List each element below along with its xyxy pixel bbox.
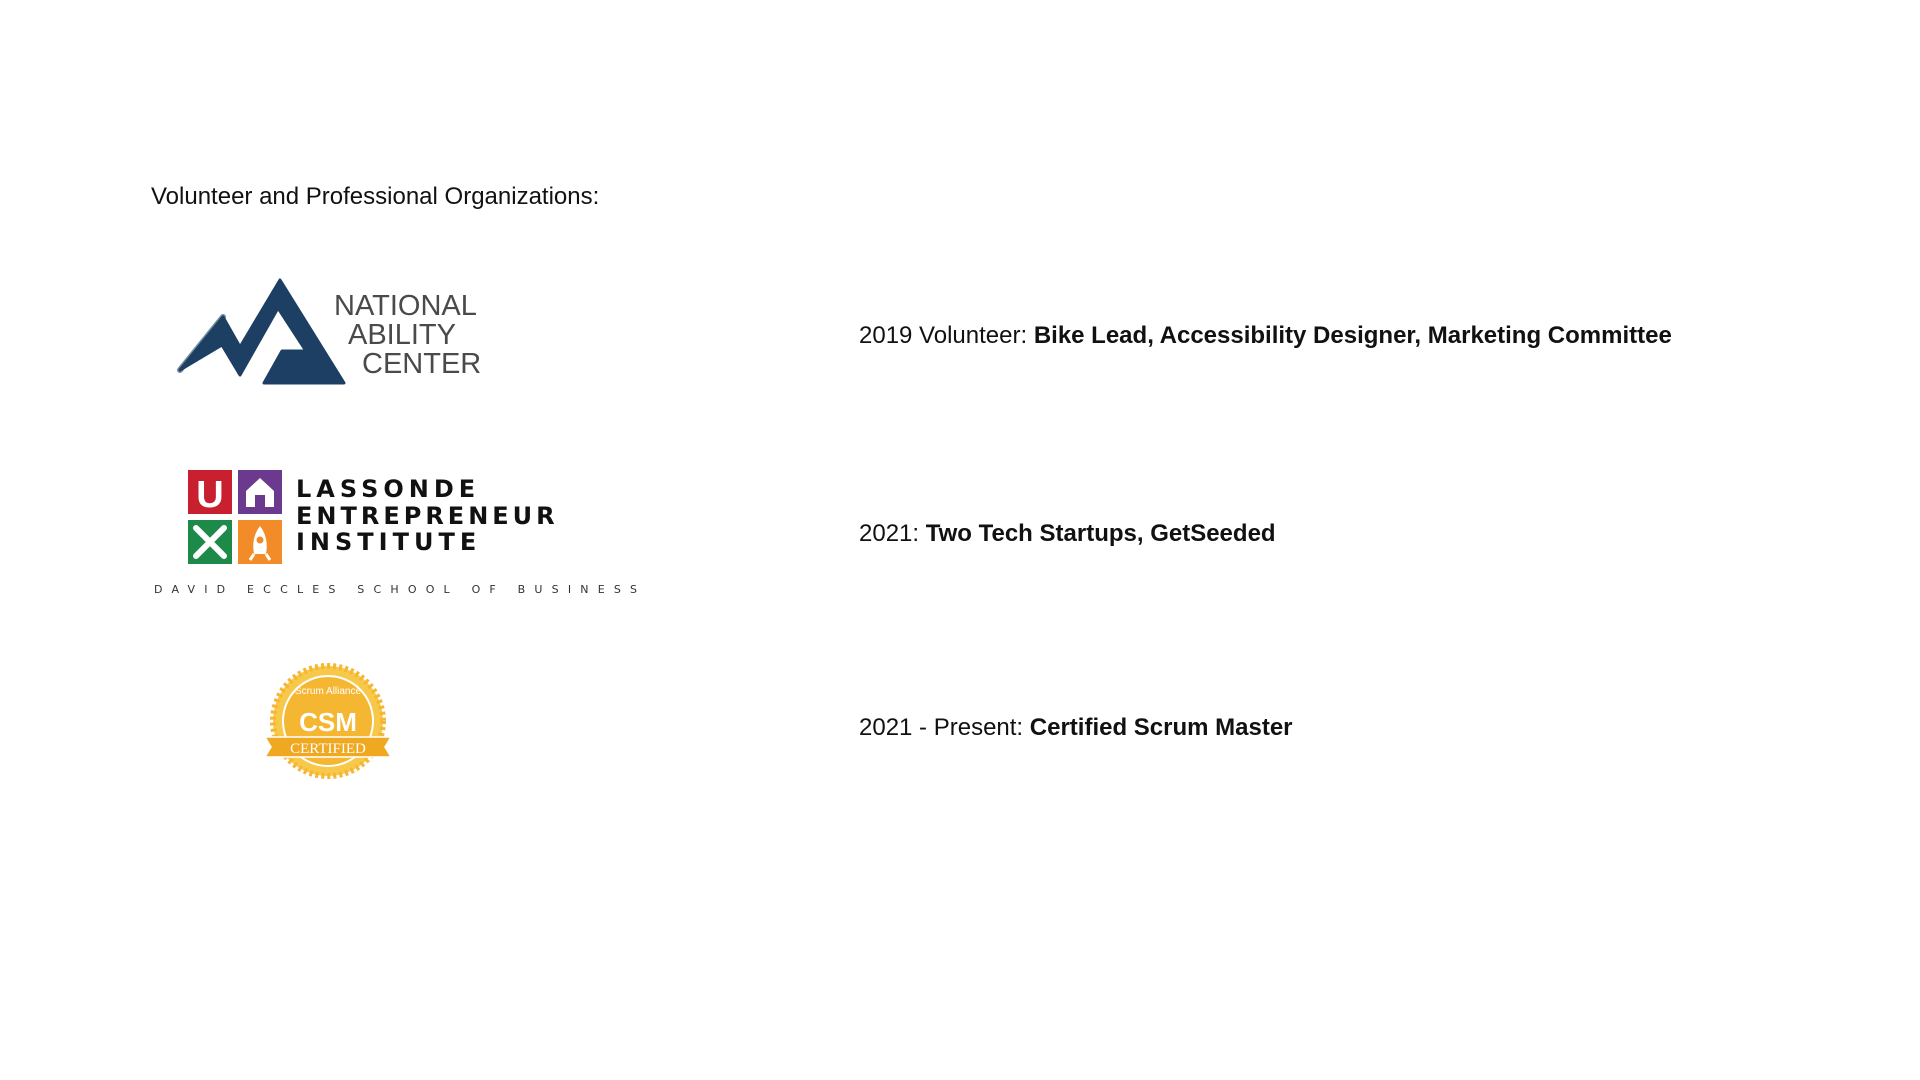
entry-detail: Certified Scrum Master bbox=[1029, 714, 1293, 741]
mountain-icon bbox=[180, 280, 344, 383]
entry-detail: Bike Lead, Accessibility Designer, Marketing Committee bbox=[1033, 322, 1672, 349]
entry-prefix: 2019 Volunteer: bbox=[859, 322, 1034, 349]
logo-line-1: LASSONDE bbox=[296, 475, 481, 503]
section-heading: Volunteer and Professional Organizations: bbox=[151, 183, 600, 210]
lassonde-entrepreneur-institute-logo bbox=[150, 468, 647, 598]
entry-prefix: 2021 - Present: bbox=[859, 714, 1030, 741]
organization-entry bbox=[859, 322, 1672, 350]
badge-top-text: Scrum Alliance bbox=[294, 686, 362, 697]
logo-line-3: INSTITUTE bbox=[296, 528, 482, 556]
badge-ribbon-text: CERTIFIED bbox=[290, 741, 366, 757]
entry-prefix: 2021: bbox=[859, 520, 926, 547]
logo-line-1: NATIONAL bbox=[334, 290, 477, 322]
organization-entry bbox=[859, 520, 1276, 548]
logo-line-2: ABILITY bbox=[348, 319, 456, 351]
u-icon: U bbox=[196, 474, 224, 516]
organization-entry bbox=[859, 714, 1293, 742]
csm-certified-badge bbox=[265, 667, 395, 782]
entry-detail: Two Tech Startups, GetSeeded bbox=[925, 520, 1276, 547]
logo-subtext: DAVID ECCLES SCHOOL OF BUSINESS bbox=[154, 583, 647, 596]
logo-line-3: CENTER bbox=[362, 348, 482, 380]
badge-main-text: CSM bbox=[299, 707, 357, 737]
national-ability-center-logo bbox=[178, 277, 482, 392]
logo-line-2: ENTREPRENEUR bbox=[296, 502, 559, 530]
